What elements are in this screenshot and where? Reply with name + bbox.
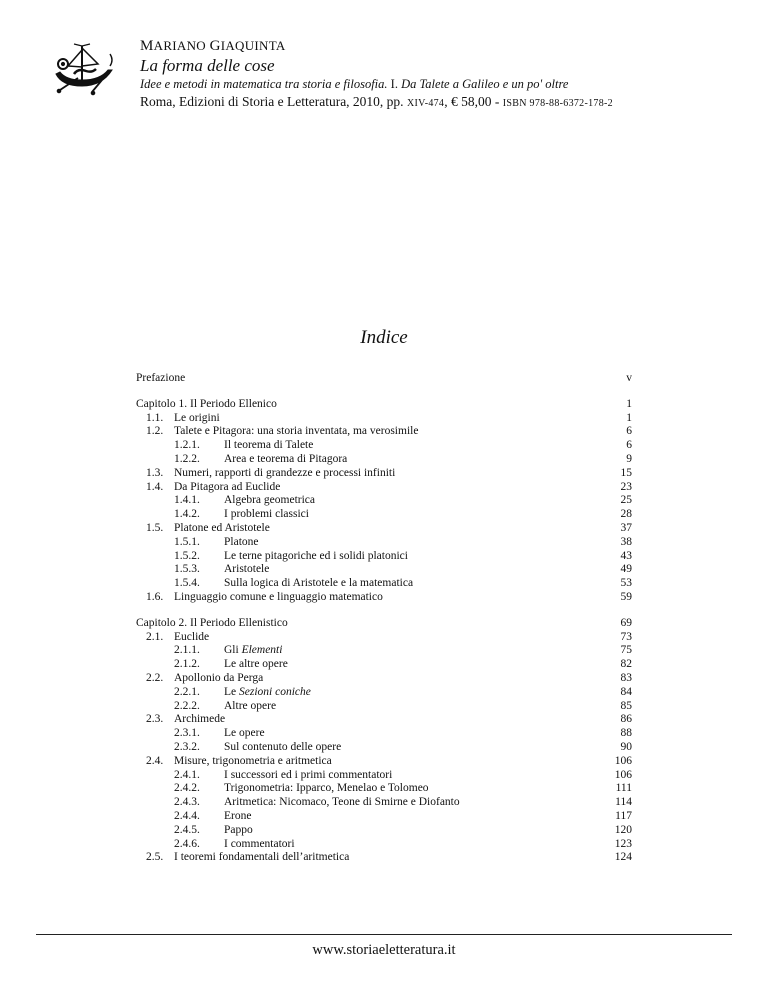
toc-entry-title: Platone xyxy=(224,535,259,548)
toc-entry-title: I teoremi fondamentali dell’aritmetica xyxy=(174,851,350,864)
toc-spacer xyxy=(136,605,632,617)
toc-entry xyxy=(136,810,632,824)
toc-entry-title: Erone xyxy=(224,809,252,822)
toc-entry-number: 1.5.4. xyxy=(174,577,200,590)
toc-entry-title: Linguaggio comune e linguaggio matematico xyxy=(174,590,383,603)
toc-entry-number: 2.4.3. xyxy=(174,796,200,809)
toc-entry-title: Algebra geometrica xyxy=(224,494,315,507)
toc-entry-title: Area e teorema di Pitagora xyxy=(224,452,348,465)
toc-spacer xyxy=(136,386,632,398)
toc-entry xyxy=(136,644,632,658)
toc-entry-page: 53 xyxy=(620,577,632,590)
toc-entry-title: Capitolo 1. Il Periodo Ellenico xyxy=(136,397,277,410)
toc-entry xyxy=(136,617,632,631)
book-subtitle: Idee e metodi in matematica tra storia e filosofia. I. Da Talete a Galileo e un po' oltre xyxy=(140,77,569,91)
toc-entry-title: Il teorema di Talete xyxy=(224,439,314,452)
toc-entry xyxy=(136,851,632,865)
toc-entry xyxy=(136,672,632,686)
toc-entry-number: 1.5. xyxy=(146,521,164,534)
toc-entry-title: Archimede xyxy=(174,713,226,726)
toc-entry-page: 120 xyxy=(614,823,632,836)
toc-entry-title: Le opere xyxy=(224,727,265,740)
toc-entry-number: 1.1. xyxy=(146,411,164,424)
toc-entry-number: 2.5. xyxy=(146,851,164,864)
toc-entry xyxy=(136,412,632,426)
book-title: La forma delle cose xyxy=(140,56,275,75)
toc-entry-title: Aritmetica: Nicomaco, Teone di Smirne e Diofanto xyxy=(224,796,460,809)
toc-entry-page: 75 xyxy=(620,644,632,657)
toc-entry-page: 37 xyxy=(620,521,632,534)
ship-logo-icon xyxy=(52,40,116,98)
toc-entry xyxy=(136,796,632,810)
toc-entry-title: Numeri, rapporti di grandezze e processi infiniti xyxy=(174,466,396,479)
toc-entry-page: 23 xyxy=(620,480,632,493)
toc-entry-number: 2.1.2. xyxy=(174,658,200,671)
toc-entry-title: Misure, trigonometria e aritmetica xyxy=(174,754,332,767)
toc-entry-title: Le origini xyxy=(174,411,220,424)
toc-entry xyxy=(136,467,632,481)
publication-info: Roma, Edizioni di Storia e Letteratura, 2010, pp. XIV-474, € 58,00 - ISBN 978-88-6372-178-2 xyxy=(140,94,613,109)
toc-entry-number: 1.2.1. xyxy=(174,439,200,452)
toc-entry xyxy=(136,522,632,536)
toc-entry-number: 1.4.1. xyxy=(174,494,200,507)
toc-entry xyxy=(136,755,632,769)
toc-entry-page: 86 xyxy=(620,713,632,726)
toc-entry xyxy=(136,713,632,727)
toc-entry-number: 1.3. xyxy=(146,466,164,479)
toc-entry-page: 69 xyxy=(620,616,632,629)
toc-entry-title: Aristotele xyxy=(224,563,270,576)
toc-entry-number: 2.4.2. xyxy=(174,782,200,795)
toc-entry-title: Trigonometria: Ipparco, Menelao e Tolomeo xyxy=(224,782,429,795)
toc-entry xyxy=(136,563,632,577)
toc-entry-page: v xyxy=(626,372,632,384)
toc-entry-title: Da Pitagora ad Euclide xyxy=(174,480,281,493)
toc-entry-title: Pappo xyxy=(224,823,253,836)
toc-entry-number: 1.4. xyxy=(146,480,164,493)
toc-entry-page: 1 xyxy=(626,397,632,410)
toc-entry-title: Altre opere xyxy=(224,699,277,712)
toc-entry-title: Le Sezioni coniche xyxy=(224,685,311,698)
toc-entry-page: 111 xyxy=(615,782,632,795)
toc-entry xyxy=(136,550,632,564)
toc-entry-title: Le altre opere xyxy=(224,658,288,671)
toc-entry xyxy=(136,824,632,838)
toc-entry-page: 6 xyxy=(626,439,632,452)
toc-entry xyxy=(136,769,632,783)
toc-entry-title: Sulla logica di Aristotele e la matematica xyxy=(224,577,414,590)
toc-entry-title: Platone ed Aristotele xyxy=(174,521,270,534)
toc-entry-number: 2.4.1. xyxy=(174,768,200,781)
toc-entry xyxy=(136,577,632,591)
toc-entry xyxy=(136,494,632,508)
toc-entry-number: 1.4.2. xyxy=(174,508,200,521)
toc-entry xyxy=(136,372,632,386)
toc-entry-page: 124 xyxy=(614,851,632,864)
toc-entry-number: 2.3.1. xyxy=(174,727,200,740)
toc-entry-number: 2.2.2. xyxy=(174,699,200,712)
toc-entry-number: 2.1.1. xyxy=(174,644,200,657)
toc-entry xyxy=(136,741,632,755)
toc-entry-number: 1.5.3. xyxy=(174,563,200,576)
toc-entry-number: 2.2. xyxy=(146,671,164,684)
toc-entry-page: 106 xyxy=(614,754,632,767)
toc-entry-page: 117 xyxy=(615,809,632,822)
toc-entry-title: Talete e Pitagora: una storia inventata, ma verosimile xyxy=(174,425,419,438)
toc-entry-number: 2.4.6. xyxy=(174,837,200,850)
toc-entry-page: 15 xyxy=(620,466,632,479)
toc-entry-page: 73 xyxy=(620,630,632,643)
toc-entry-page: 59 xyxy=(620,590,632,603)
footer-url: www.storiaeletteratura.it xyxy=(312,942,456,958)
toc-entry xyxy=(136,686,632,700)
toc-entry xyxy=(136,508,632,522)
book-header xyxy=(140,37,750,113)
toc-entry-number: 2.3. xyxy=(146,713,164,726)
toc-entry xyxy=(136,536,632,550)
toc-entry xyxy=(136,453,632,467)
toc-entry-number: 2.3.2. xyxy=(174,740,200,753)
toc-entry-page: 83 xyxy=(620,671,632,684)
toc-entry-title: Prefazione xyxy=(136,372,186,384)
toc-entry-page: 106 xyxy=(614,768,632,781)
toc-entry xyxy=(136,658,632,672)
toc-entry xyxy=(136,631,632,645)
toc-entry-page: 85 xyxy=(620,699,632,712)
toc-entry-page: 28 xyxy=(620,508,632,521)
toc-entry xyxy=(136,591,632,605)
toc-entry-number: 1.6. xyxy=(146,590,164,603)
toc-entry-page: 43 xyxy=(620,549,632,562)
footer-divider xyxy=(36,934,732,935)
toc-entry xyxy=(136,425,632,439)
toc-entry-page: 1 xyxy=(626,411,632,424)
toc-entry-page: 88 xyxy=(620,727,632,740)
toc-entry-title: I problemi classici xyxy=(224,508,309,521)
toc-entry-page: 6 xyxy=(626,425,632,438)
toc-entry-page: 84 xyxy=(620,685,632,698)
toc-entry-number: 2.1. xyxy=(146,630,164,643)
toc-entry-number: 1.2. xyxy=(146,425,164,438)
toc-entry-page: 25 xyxy=(620,494,632,507)
toc-entry-number: 2.2.1. xyxy=(174,685,200,698)
toc-entry-title: Sul contenuto delle opere xyxy=(224,740,342,753)
toc-entry xyxy=(136,700,632,714)
toc-entry-number: 1.5.1. xyxy=(174,535,200,548)
toc-entry-title: Capitolo 2. Il Periodo Ellenistico xyxy=(136,616,288,629)
toc-entry-number: 2.4. xyxy=(146,754,164,767)
toc-entry-page: 82 xyxy=(620,658,632,671)
toc-entry xyxy=(136,481,632,495)
toc-entry xyxy=(136,398,632,412)
toc-entry-page: 90 xyxy=(620,740,632,753)
table-of-contents xyxy=(136,372,632,865)
toc-entry-page: 123 xyxy=(614,837,632,850)
toc-entry-page: 114 xyxy=(615,796,632,809)
toc-entry-title: Euclide xyxy=(174,630,210,643)
toc-entry-title: I successori ed i primi commentatori xyxy=(224,768,393,781)
toc-entry-title: Apollonio da Perga xyxy=(174,671,264,684)
toc-entry xyxy=(136,782,632,796)
toc-entry-title: Le terne pitagoriche ed i solidi platonici xyxy=(224,549,408,562)
toc-entry-page: 49 xyxy=(620,563,632,576)
author-name: MARIANO GIAQUINTA xyxy=(140,38,286,54)
toc-entry-number: 2.4.5. xyxy=(174,823,200,836)
toc-entry-number: 1.5.2. xyxy=(174,549,200,562)
toc-entry-number: 2.4.4. xyxy=(174,809,200,822)
toc-entry xyxy=(136,838,632,852)
index-title: Indice xyxy=(360,327,408,348)
toc-entry-number: 1.2.2. xyxy=(174,452,200,465)
toc-entry xyxy=(136,439,632,453)
toc-entry-page: 38 xyxy=(620,535,632,548)
toc-entry-title: I commentatori xyxy=(224,837,295,850)
toc-entry xyxy=(136,727,632,741)
toc-entry-title: Gli Elementi xyxy=(224,644,283,657)
toc-entry-page: 9 xyxy=(626,452,632,465)
